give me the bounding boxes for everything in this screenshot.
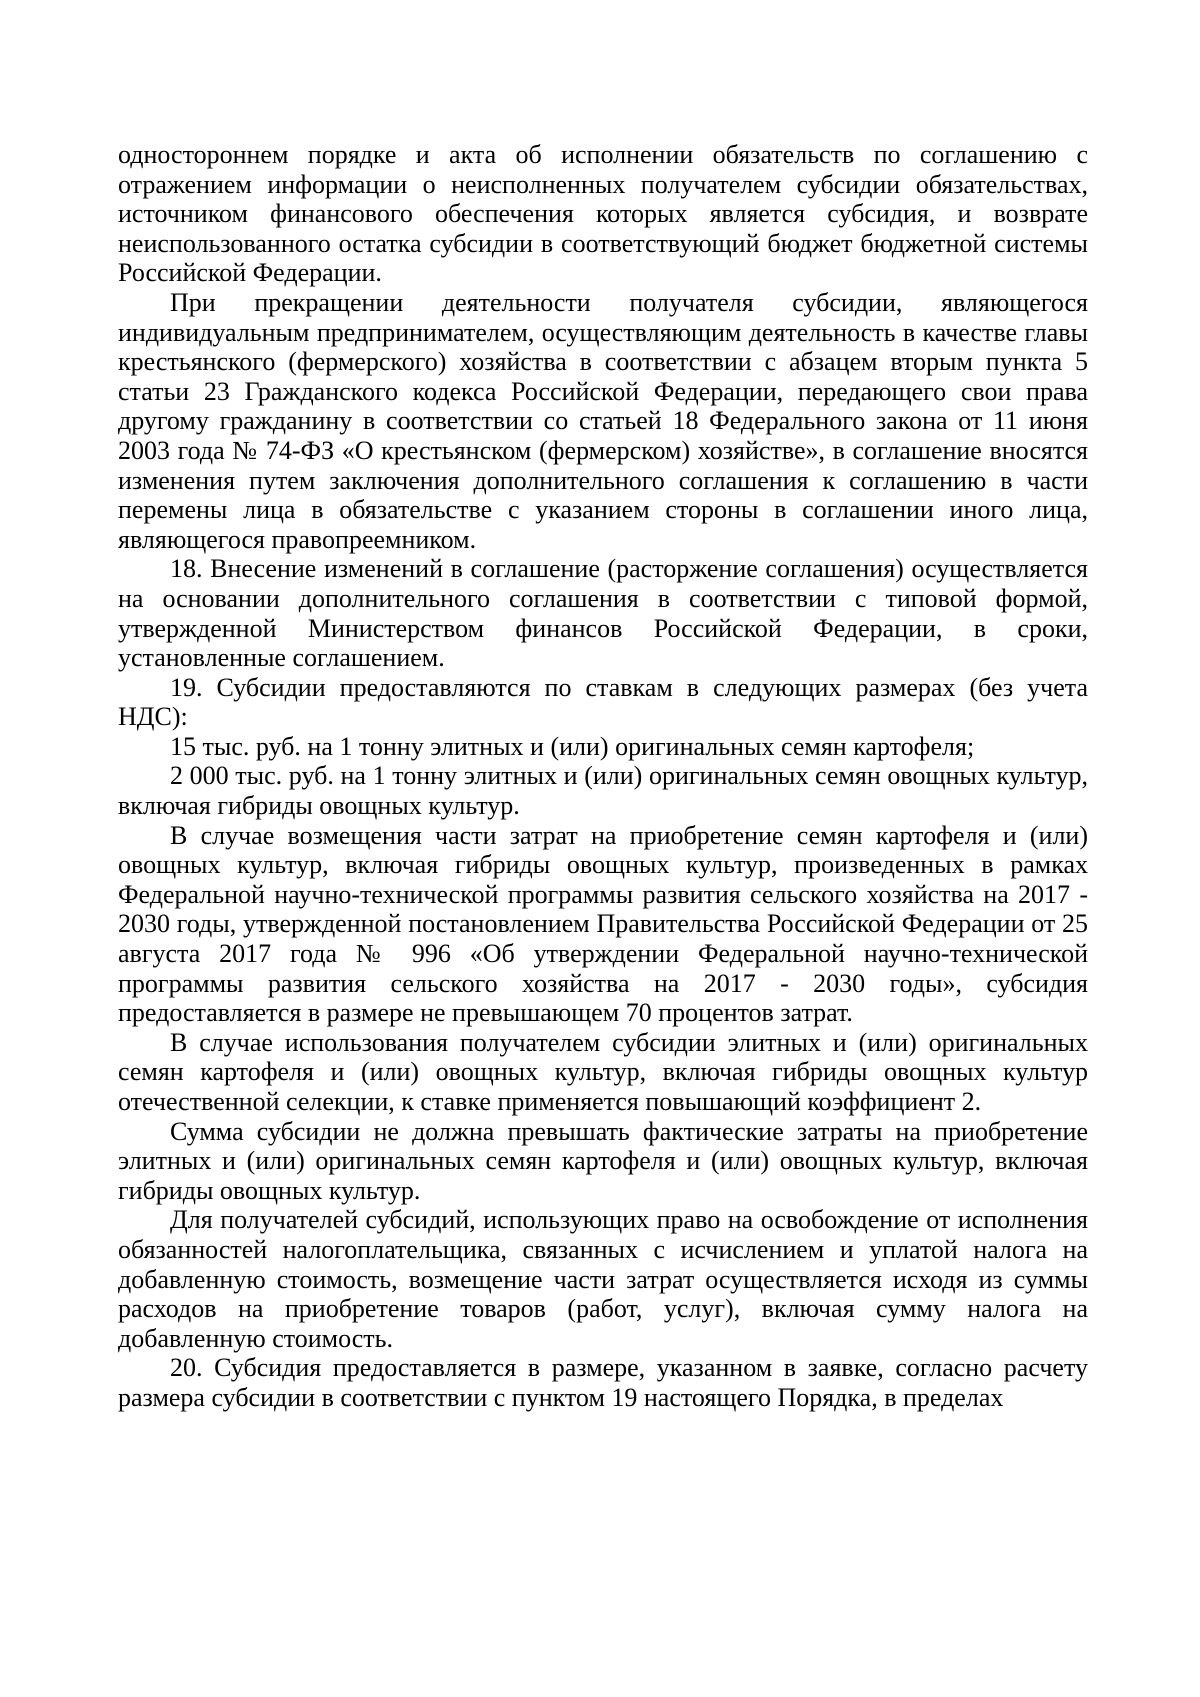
paragraph-rate-vegetables: 2 000 тыс. руб. на 1 тонну элитных и (или) оригинальных семян овощных культур, включая гибриды овощных культур. — [118, 761, 1088, 821]
paragraph-max-amount: Сумма субсидии не должна превышать фактические затраты на приобретение элитных и (или) оригинальных семян картофеля и (или) овощных культур, включая гибриды овощных культур. — [118, 1116, 1088, 1205]
paragraph-item-18: 18. Внесение изменений в соглашение (расторжение соглашения) осуществляется на основании дополнительного соглашения в соответствии с типовой формой, утвержденной Министерством финансов Российской Федерации, в сроки, установленные соглашением. — [118, 554, 1088, 673]
paragraph-item-19: 19. Субсидии предоставляются по ставкам в следующих размерах (без учета НДС): — [118, 672, 1088, 732]
paragraph-item-20: 20. Субсидия предоставляется в размере, указанном в заявке, согласно расчету размера субсидии в соответствии с пунктом 19 настоящего Порядка, в пределах — [118, 1353, 1088, 1412]
paragraph-rate-potato: 15 тыс. руб. на 1 тонну элитных и (или) оригинальных семян картофеля; — [170, 731, 975, 761]
document-page — [118, 140, 1088, 1413]
paragraph-continuation: одностороннем порядке и акта об исполнении обязательств по соглашению с отражением информации о неисполненных получателем субсидии обязательствах, источником финансового обеспечения которых является субсидия, и возврате неиспользованного остатка субсидии в соответствующий бюджет бюджетной системы Российской Федерации. — [118, 140, 1088, 288]
paragraph-research-program: В случае возмещения части затрат на приобретение семян картофеля и (или) овощных культур, включая гибриды овощных культур, произведенных в рамках Федеральной научно-технической программы развития сельского хозяйства на 2017 - 2030 годы, утвержденной постановлением Правительства Российской Федерации от 25 августа 2017 года № 996 «Об утверждении Федеральной научно-технической программы развития сельского хозяйства на 2017 - 2030 годы», субсидия предоставляется в размере не превышающем 70 процентов затрат. — [118, 820, 1088, 1028]
paragraph-coefficient: В случае использования получателем субсидии элитных и (или) оригинальных семян картофеля и (или) овощных культур, включая гибриды овощных культур отечественной селекции, к ставке применяется повышающий коэффициент 2. — [118, 1027, 1088, 1116]
paragraph-termination-of-activity: При прекращении деятельности получателя субсидии, являющегося индивидуальным предпринимателем, осуществляющим деятельность в качестве главы крестьянского (фермерского) хозяйства в соответствии с абзацем вторым пункта 5 статьи 23 Гражданского кодекса Российской Федерации, передающего свои права другому гражданину в соответствии со статьей 18 Федерального закона от 11 июня 2003 года № 74-ФЗ «О крестьянском (фермерском) хозяйстве», в соглашение вносятся изменения путем заключения дополнительного соглашения к соглашению в части перемены лица в обязательстве с указанием стороны в соглашении иного лица, являющегося правопреемником. — [118, 287, 1088, 554]
paragraph-vat: Для получателей субсидий, использующих право на освобождение от исполнения обязанностей налогоплательщика, связанных с исчислением и уплатой налога на добавленную стоимость, возмещение части затрат осуществляется исходя из суммы расходов на приобретение товаров (работ, услуг), включая сумму налога на добавленную стоимость. — [118, 1205, 1088, 1353]
